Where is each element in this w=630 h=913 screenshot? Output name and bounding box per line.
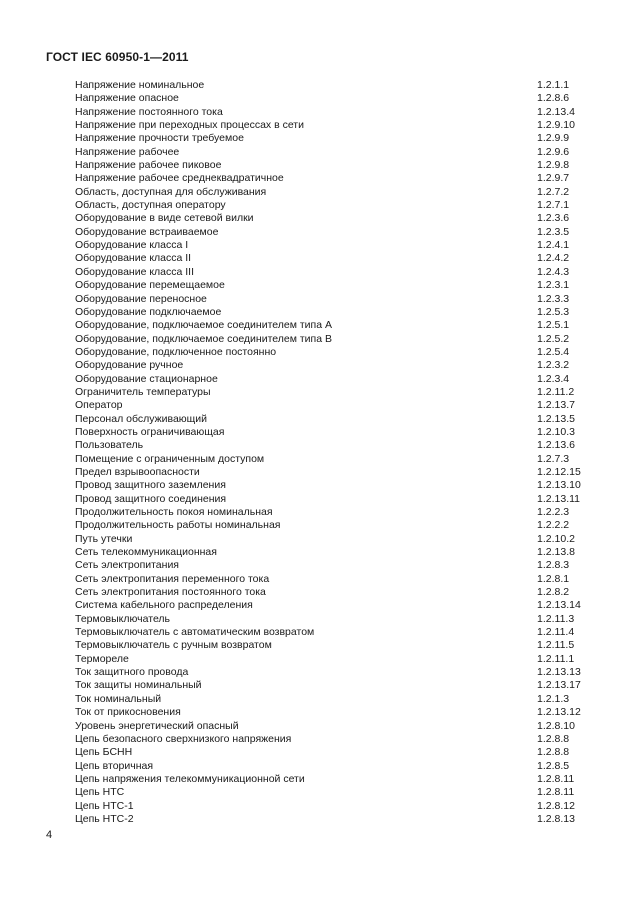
index-term: Термовыключатель с автоматическим возвратом [75,626,315,639]
index-entry [75,373,585,386]
index-reference: 1.2.8.6 [537,92,570,105]
index-term: Напряжение опасное [75,92,179,105]
index-entry [75,786,585,799]
index-reference: 1.2.13.4 [537,105,575,118]
index-reference: 1.2.8.3 [537,559,570,572]
index-term: Оборудование встраиваемое [75,225,219,238]
index-entry [75,92,585,105]
document-header: ГОСТ IEC 60950-1—2011 [46,50,189,64]
index-term: Сеть телекоммуникационная [75,546,217,559]
index-term: Напряжение рабочее пиковое [75,159,222,172]
index-entry [75,626,585,639]
index-term: Цепь НТС-1 [75,799,134,812]
index-reference: 1.2.4.3 [537,265,570,278]
index-entry [75,733,585,746]
index-reference: 1.2.4.2 [537,252,570,265]
index-reference: 1.2.13.8 [537,546,575,559]
index-term: Предел взрывоопасности [75,465,200,478]
index-term: Напряжение номинальное [75,79,205,91]
index-term: Цепь НТС [75,786,125,799]
index-term: Оборудование стационарное [75,372,218,385]
index-entry [75,346,585,359]
index-entry [75,493,585,506]
index-reference: 1.2.8.13 [537,812,575,825]
index-term: Продолжительность работы номинальная [75,519,281,532]
index-term: Сеть электропитания постоянного тока [75,586,266,599]
index-reference: 1.2.11.5 [537,639,575,652]
index-entry [75,773,585,786]
index-entry [75,266,585,279]
index-reference: 1.2.8.12 [537,799,575,812]
index-entry [75,399,585,412]
index-term: Ток от прикосновения [75,706,181,719]
index-term: Цепь НТС-2 [75,812,134,825]
index-reference: 1.2.11.3 [537,612,575,625]
index-term: Оборудование подключаемое [75,305,222,318]
index-term: Напряжение прочности требуемое [75,132,244,145]
index-entry [75,746,585,759]
index-reference: 1.2.13.12 [537,706,581,719]
index-term: Помещение с ограниченным доступом [75,452,265,465]
index-reference: 1.2.11.2 [537,385,575,398]
index-reference: 1.2.8.11 [537,786,575,799]
index-reference: 1.2.13.7 [537,399,575,412]
index-term: Уровень энергетический опасный [75,719,239,732]
index-entry [75,319,585,332]
index-entry [75,132,585,145]
index-entry [75,439,585,452]
index-reference: 1.2.3.6 [537,212,570,225]
index-term: Оборудование, подключаемое соединителем типа В [75,332,332,345]
index-entry [75,159,585,172]
index-term: Продолжительность покоя номинальная [75,506,273,518]
index-entry [75,706,585,719]
index-reference: 1.2.13.13 [537,666,581,679]
index-reference: 1.2.11.4 [537,626,575,639]
index-entry [75,226,585,239]
index-reference: 1.2.10.3 [537,425,575,438]
index-reference: 1.2.4.1 [537,239,570,252]
index-reference: 1.2.8.5 [537,759,570,772]
index-reference: 1.2.9.8 [537,159,570,172]
index-term: Система кабельного распределения [75,599,253,612]
index-entry [75,653,585,666]
index-entry [75,813,585,826]
index-reference: 1.2.13.14 [537,599,581,612]
index-entry [75,693,585,706]
index-reference: 1.2.8.2 [537,586,570,599]
index-entry [75,639,585,652]
index-entry [75,800,585,813]
index-term: Цепь БСНН [75,746,133,759]
index-reference: 1.2.13.5 [537,412,575,425]
index-entry [75,506,585,519]
index-reference: 1.2.7.3 [537,452,570,465]
index-term: Оборудование, подключенное постоянно [75,345,277,358]
index-term: Ограничитель температуры [75,385,211,398]
index-entry [75,79,585,92]
index-entry [75,720,585,733]
index-term: Область, доступная для обслуживания [75,185,267,198]
index-entry [75,519,585,532]
index-reference: 1.2.8.11 [537,772,575,785]
index-reference: 1.2.13.10 [537,479,581,492]
index-reference: 1.2.7.2 [537,185,570,198]
index-reference: 1.2.5.2 [537,332,570,345]
index-entry [75,426,585,439]
index-reference: 1.2.11.1 [537,652,575,665]
index-term: Термовыключатель [75,612,171,625]
index-term: Напряжение рабочее [75,145,180,158]
index-entry [75,453,585,466]
index-entry [75,613,585,626]
index-term: Цепь безопасного сверхнизкого напряжения [75,732,292,745]
index-term: Путь утечки [75,532,133,545]
index-entry [75,279,585,292]
index-term: Цепь вторичная [75,759,154,772]
index-entry [75,559,585,572]
index-entry [75,666,585,679]
index-reference: 1.2.5.1 [537,319,570,332]
index-term: Провод защитного соединения [75,492,227,505]
index-term: Оборудование класса II [75,252,192,265]
index-entry [75,119,585,132]
index-reference: 1.2.3.2 [537,359,570,372]
index-reference: 1.2.5.4 [537,345,570,358]
index-term: Оборудование, подключаемое соединителем типа А [75,319,332,332]
index-reference: 1.2.3.4 [537,372,570,385]
index-term: Оператор [75,399,123,412]
index-term: Ток защиты номинальный [75,679,202,692]
index-reference: 1.2.1.1 [537,79,570,91]
index-term: Сеть электропитания [75,559,179,572]
index-entry [75,533,585,546]
index-entry [75,386,585,399]
index-reference: 1.2.3.1 [537,279,570,292]
index-reference: 1.2.12.15 [537,465,581,478]
index-reference: 1.2.13.6 [537,439,575,452]
index-entry [75,293,585,306]
page-number: 4 [46,829,53,841]
index-entry [75,146,585,159]
index-term: Пользователь [75,439,144,452]
index-reference: 1.2.10.2 [537,532,575,545]
index-term: Оборудование ручное [75,359,184,372]
index-reference: 1.2.7.1 [537,199,570,212]
term-index-list [75,79,585,826]
index-entry [75,199,585,212]
index-entry [75,479,585,492]
index-reference: 1.2.9.10 [537,119,575,132]
index-reference: 1.2.2.3 [537,506,570,518]
index-entry [75,573,585,586]
index-entry [75,239,585,252]
index-reference: 1.2.8.8 [537,732,570,745]
index-term: Ток номинальный [75,692,162,705]
index-reference: 1.2.8.1 [537,572,570,585]
index-reference: 1.2.5.3 [537,305,570,318]
index-term: Оборудование в виде сетевой вилки [75,212,254,225]
index-term: Оборудование переносное [75,292,207,305]
index-entry [75,413,585,426]
index-reference: 1.2.2.2 [537,519,570,532]
index-reference: 1.2.3.3 [537,292,570,305]
index-term: Персонал обслуживающий [75,412,208,425]
index-entry [75,599,585,612]
index-entry [75,586,585,599]
index-entry [75,212,585,225]
index-entry [75,546,585,559]
index-entry [75,679,585,692]
index-reference: 1.2.9.7 [537,172,570,185]
index-entry [75,760,585,773]
index-entry [75,186,585,199]
index-term: Провод защитного заземления [75,479,226,492]
index-entry [75,359,585,372]
index-entry [75,306,585,319]
index-reference: 1.2.9.6 [537,145,570,158]
index-term: Напряжение при переходных процессах в сети [75,119,304,132]
index-reference: 1.2.9.9 [537,132,570,145]
index-entry [75,333,585,346]
index-entry [75,466,585,479]
index-reference: 1.2.1.3 [537,692,570,705]
index-reference: 1.2.8.8 [537,746,570,759]
index-term: Напряжение постоянного тока [75,105,223,118]
index-entry [75,252,585,265]
index-reference: 1.2.13.17 [537,679,581,692]
index-term: Цепь напряжения телекоммуникационной сети [75,772,305,785]
index-term: Сеть электропитания переменного тока [75,572,270,585]
index-term: Напряжение рабочее среднеквадратичное [75,172,284,185]
index-term: Термовыключатель с ручным возвратом [75,639,272,652]
index-term: Оборудование класса I [75,239,189,252]
index-term: Ток защитного провода [75,666,189,679]
index-entry [75,106,585,119]
index-term: Оборудование класса III [75,265,195,278]
index-reference: 1.2.3.5 [537,225,570,238]
index-reference: 1.2.13.11 [537,492,581,505]
index-term: Область, доступная оператору [75,199,226,212]
index-entry [75,172,585,185]
index-term: Термореле [75,652,129,665]
index-term: Оборудование перемещаемое [75,279,225,292]
index-term: Поверхность ограничивающая [75,425,225,438]
index-reference: 1.2.8.10 [537,719,575,732]
